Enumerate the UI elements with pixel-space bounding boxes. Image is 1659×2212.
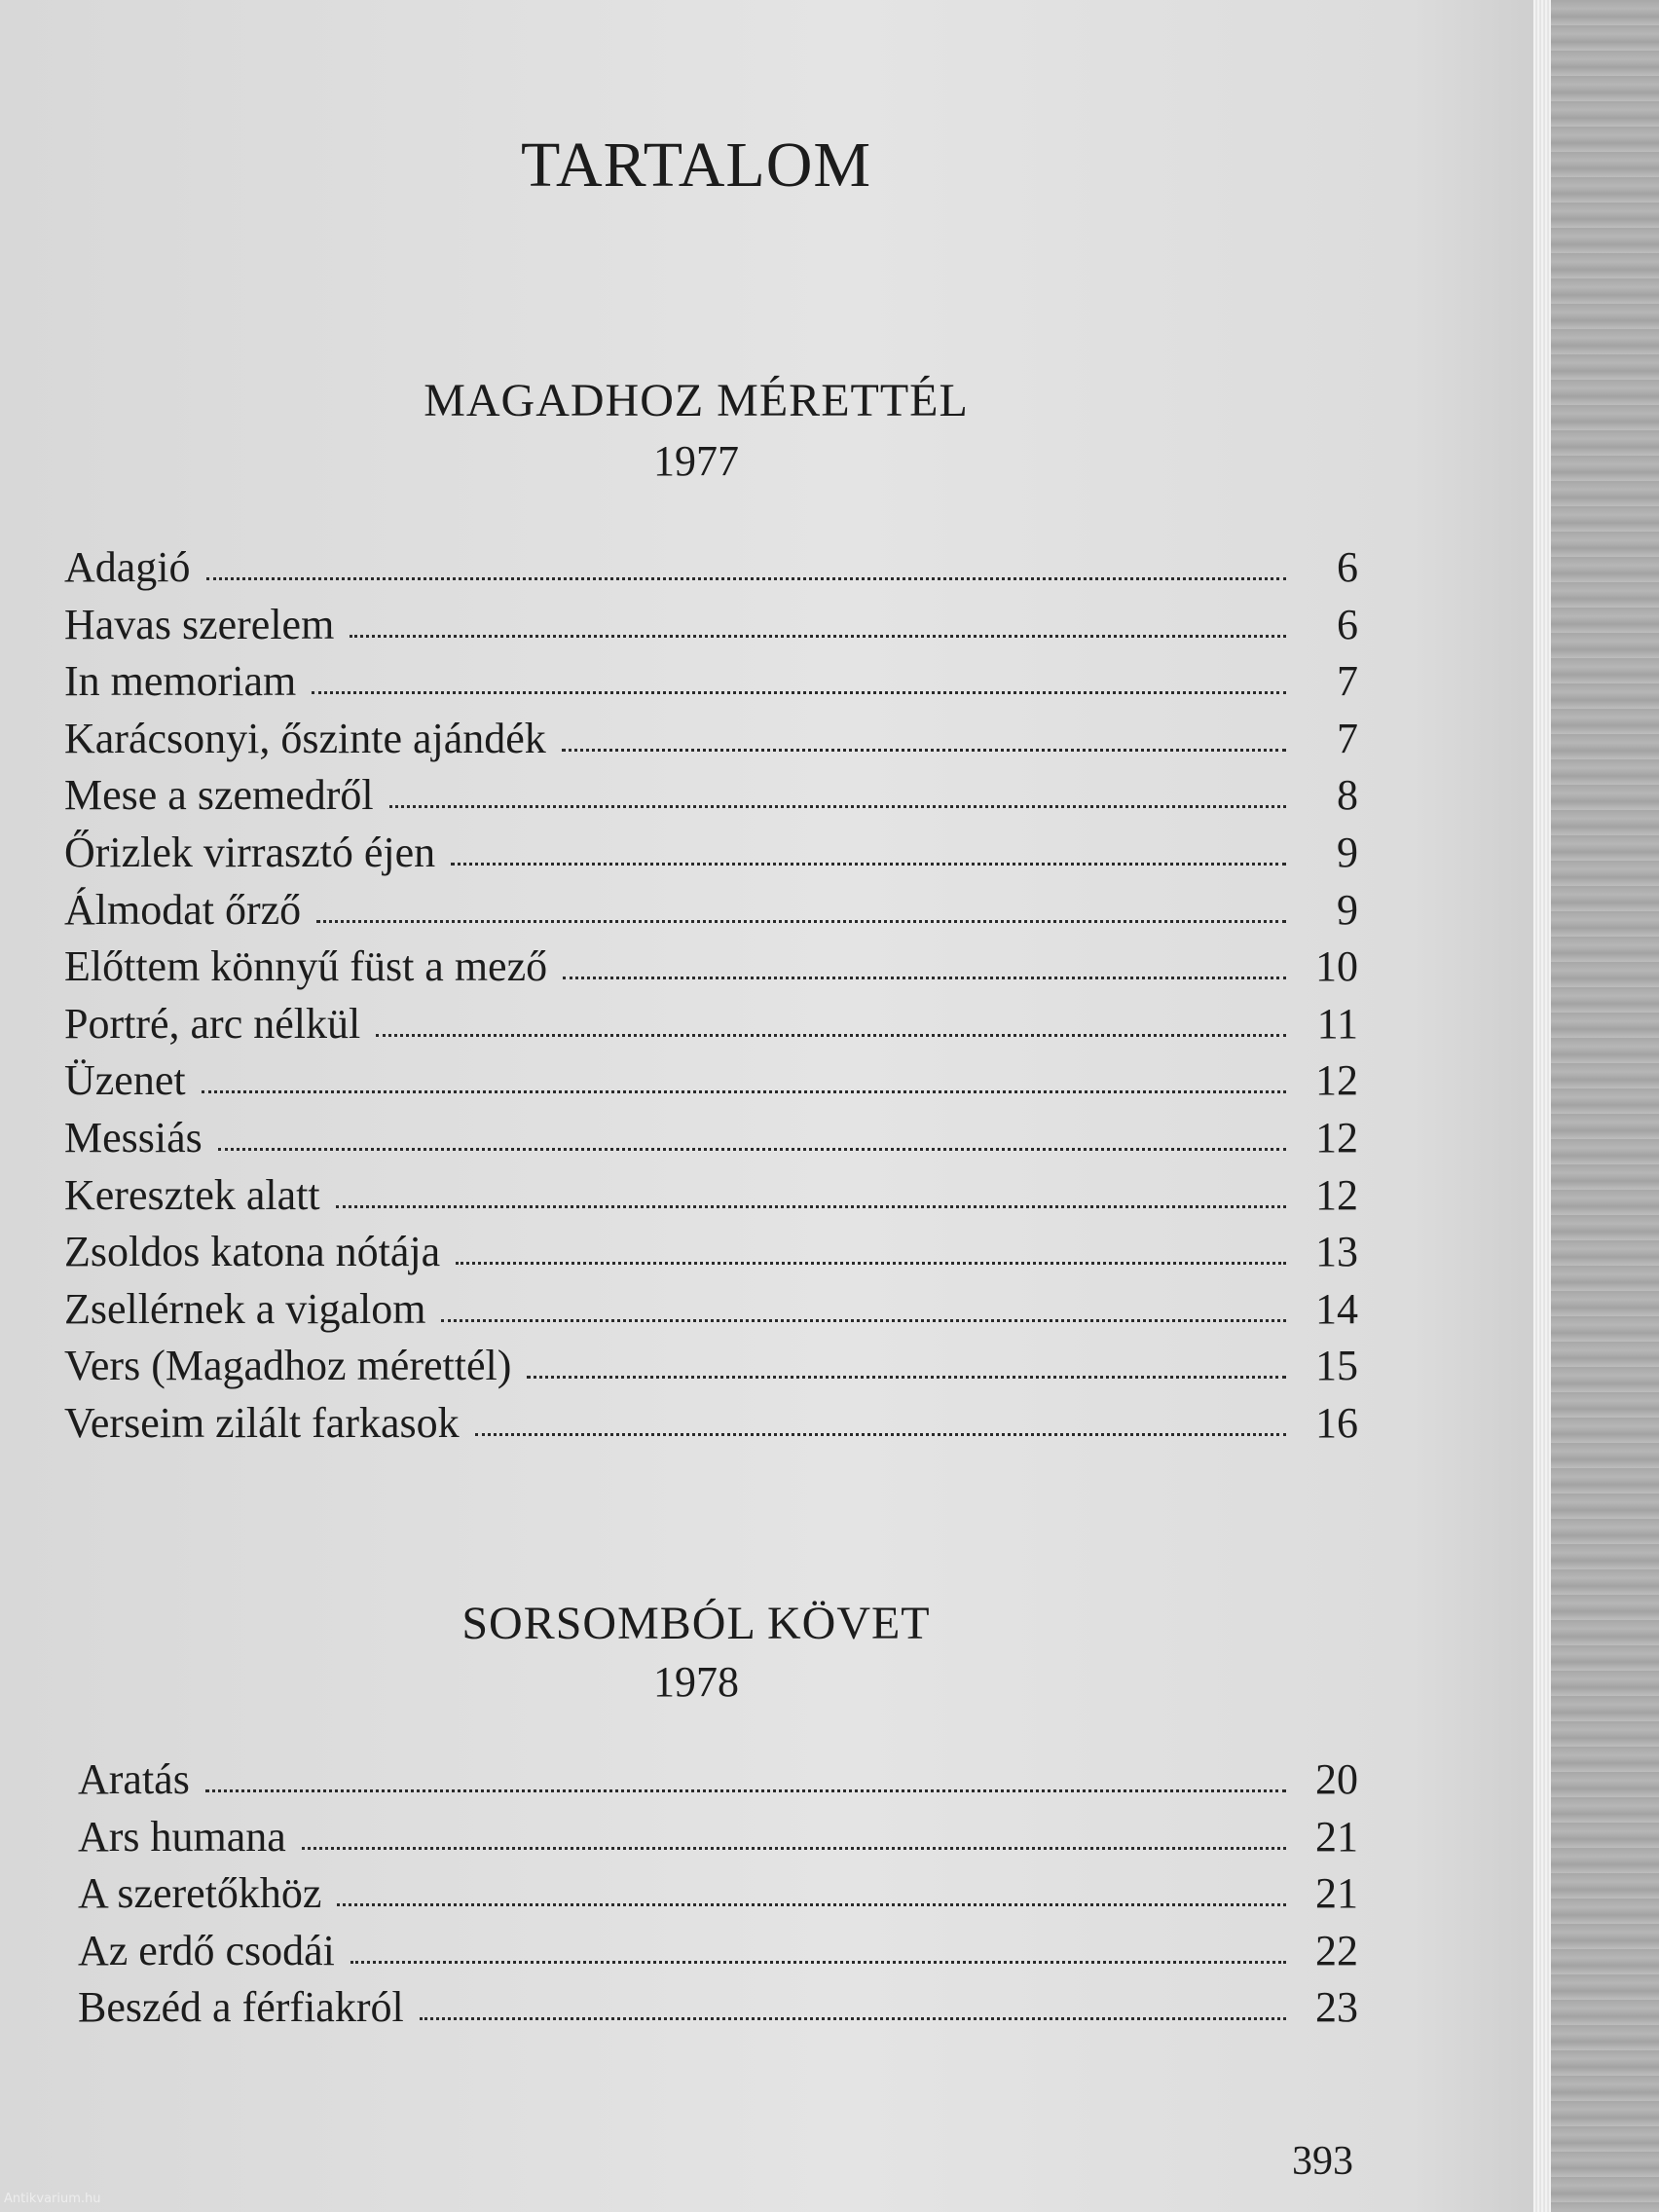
- section-year-2: 1978: [653, 1658, 739, 1706]
- toc-entry: [64, 763, 1358, 820]
- toc-entry: [64, 1391, 1358, 1448]
- toc-entry: [64, 593, 1358, 649]
- toc-entry-title: A szeretőkhöz: [78, 1869, 322, 1918]
- watermark: Antikvarium.hu: [4, 2192, 101, 2206]
- toc-entry: [78, 1862, 1358, 1918]
- toc-dot-leader: [389, 805, 1286, 808]
- toc-entry-title: Zsellérnek a vigalom: [64, 1284, 426, 1333]
- toc-entry-page: 20: [1315, 1755, 1358, 1803]
- toc-dot-leader: [206, 577, 1286, 580]
- toc-entry-title: Őrizlek virrasztó éjen: [64, 829, 436, 876]
- toc-entry: [64, 707, 1358, 763]
- toc-dot-leader: [451, 863, 1286, 866]
- toc-entry-page: 12: [1315, 1114, 1358, 1161]
- toc-entry: [64, 535, 1358, 592]
- toc-entry-page: 12: [1315, 1056, 1358, 1105]
- toc-entry-page: 12: [1315, 1170, 1358, 1219]
- toc-entry: [78, 1805, 1358, 1862]
- toc-entry-title: Keresztek alatt: [64, 1170, 320, 1219]
- toc-entry-title: Üzenet: [64, 1056, 186, 1105]
- section-heading-2: SORSOMBÓL KÖVET: [461, 1598, 931, 1649]
- toc-dot-leader: [350, 1961, 1286, 1964]
- toc-dot-leader: [562, 749, 1286, 752]
- toc-entry-page: 6: [1337, 600, 1358, 648]
- toc-entry: [64, 992, 1358, 1049]
- toc-entry: [64, 1334, 1358, 1390]
- toc-entry-title: Verseim zilált farkasok: [64, 1399, 460, 1447]
- toc-dot-leader: [475, 1433, 1286, 1436]
- toc-dot-leader: [563, 977, 1286, 979]
- toc-entry-title: In memoriam: [64, 657, 297, 706]
- toc-entry-page: 21: [1315, 1869, 1358, 1918]
- toc-dot-leader: [527, 1376, 1286, 1379]
- toc-entry-title: Aratás: [78, 1755, 190, 1803]
- toc-entry: [64, 1277, 1358, 1334]
- toc-entry-title: Az erdő csodái: [78, 1926, 335, 1974]
- toc-entry-page: 7: [1337, 714, 1358, 762]
- toc-entry: [64, 1163, 1358, 1220]
- toc-entry-title: Vers (Magadhoz mérettél): [64, 1342, 512, 1390]
- page-edge: [1533, 0, 1551, 2212]
- toc-entry-title: Előttem könnyű füst a mező: [64, 942, 548, 991]
- toc-dot-leader: [456, 1262, 1286, 1265]
- toc-entry-page: 15: [1315, 1342, 1358, 1390]
- toc-dot-leader: [218, 1148, 1286, 1151]
- toc-entry: [64, 878, 1358, 935]
- toc-entry-page: 14: [1315, 1284, 1358, 1333]
- section-year-1: 1977: [653, 437, 739, 485]
- toc-entry-page: 21: [1315, 1812, 1358, 1861]
- toc-dot-leader: [316, 920, 1286, 923]
- toc-entry: [78, 1748, 1358, 1804]
- toc-dot-leader: [337, 1903, 1286, 1906]
- toc-dot-leader: [350, 635, 1286, 638]
- toc-dot-leader: [302, 1847, 1286, 1850]
- toc-entry: [64, 649, 1358, 706]
- toc-entry-title: Portré, arc nélkül: [64, 999, 361, 1048]
- toc-entry-title: Messiás: [64, 1114, 203, 1161]
- toc-entry-title: Álmodat őrző: [64, 885, 302, 934]
- toc-dot-leader: [441, 1319, 1286, 1322]
- toc-entry-page: 6: [1337, 543, 1358, 591]
- toc-entry-title: Zsoldos katona nótája: [64, 1228, 441, 1276]
- toc-dot-leader: [420, 2017, 1286, 2020]
- toc-entry: [78, 1975, 1358, 2032]
- toc-entry-title: Adagió: [64, 543, 191, 591]
- toc-entry-page: 23: [1315, 1983, 1358, 2032]
- toc-entry: [78, 1919, 1358, 1975]
- toc-entry-title: Havas szerelem: [64, 600, 335, 648]
- toc-entry-title: Karácsonyi, őszinte ajándék: [64, 714, 546, 762]
- section-heading-1: MAGADHOZ MÉRETTÉL: [424, 375, 969, 426]
- toc-entry-page: 9: [1337, 829, 1358, 876]
- page-number: 393: [1292, 2139, 1353, 2184]
- toc-entry-page: 7: [1337, 657, 1358, 706]
- page-title: TARTALOM: [520, 129, 872, 201]
- background-surface: [1551, 0, 1659, 2212]
- toc-entry-page: 16: [1315, 1399, 1358, 1447]
- toc-entry-page: 9: [1337, 885, 1358, 934]
- toc-entry-title: Mese a szemedről: [64, 771, 374, 820]
- toc-entry-page: 22: [1315, 1926, 1358, 1974]
- toc-entry-page: 10: [1315, 942, 1358, 991]
- toc-entry: [64, 1049, 1358, 1105]
- toc-entry: [64, 1106, 1358, 1162]
- toc-dot-leader: [376, 1034, 1286, 1037]
- toc-entry-title: Ars humana: [78, 1812, 286, 1861]
- toc-entry-page: 11: [1316, 999, 1358, 1048]
- toc-entry-page: 8: [1337, 771, 1358, 820]
- toc-dot-leader: [312, 691, 1286, 694]
- toc-dot-leader: [202, 1090, 1286, 1093]
- toc-entry: [64, 821, 1358, 877]
- toc-entry: [64, 935, 1358, 991]
- toc-entry: [64, 1220, 1358, 1276]
- toc-dot-leader: [205, 1789, 1286, 1792]
- toc-dot-leader: [336, 1205, 1286, 1208]
- toc-entry-title: Beszéd a férfiakról: [78, 1983, 404, 2032]
- toc-entry-page: 13: [1315, 1228, 1358, 1276]
